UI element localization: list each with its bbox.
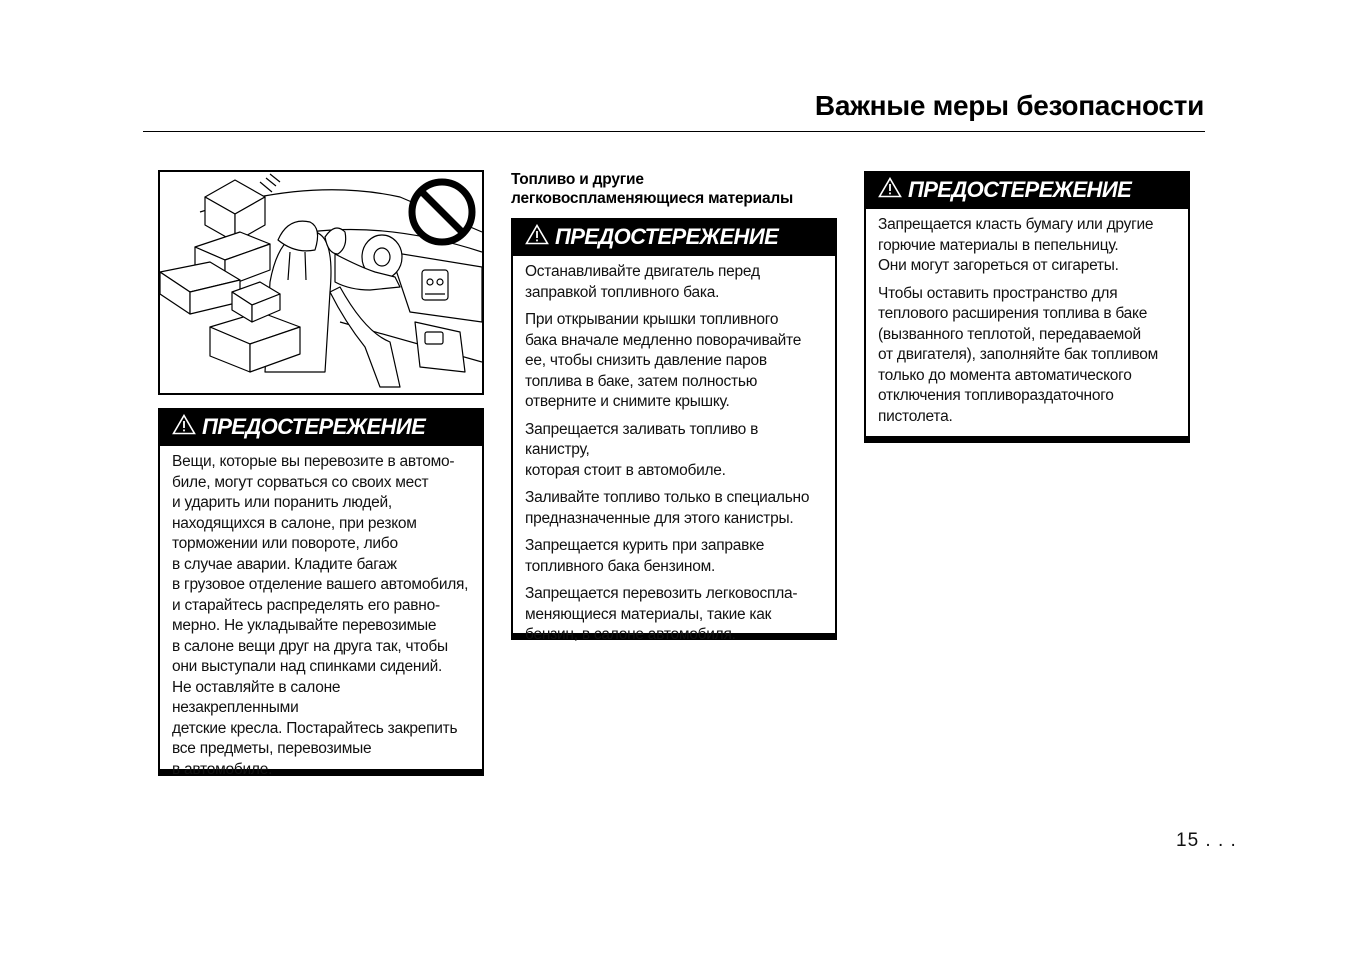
warning-paragraph: Заливайте топливо только в специально предназначенные для этого канистры.: [525, 489, 810, 527]
warning-text: [866, 209, 1188, 435]
page-number: 15 . . .: [1176, 830, 1237, 851]
warning-header: [866, 171, 1188, 209]
title-divider: [143, 131, 1205, 132]
warning-paragraph: При открывании крышки топливного бака вначале медленно поворачивайте ее, чтобы снизить давление паров топлива в баке, затем полностью отверните и снимите крышку.: [525, 311, 802, 410]
warning-triangle-icon: [878, 177, 902, 204]
warning-header: [160, 408, 482, 446]
ashtray-warning-box: [864, 171, 1190, 443]
warning-paragraph: Запрещается класть бумагу или другие горючие материалы в пепельницу. Они могут загореться от сигареты.: [878, 216, 1154, 274]
warning-title: ПРЕДОСТЕРЕЖЕНИЕ: [202, 414, 426, 439]
warning-text: [160, 446, 482, 788]
fuel-warning-box: [511, 218, 837, 643]
warning-header: [513, 218, 835, 256]
section-heading: Топливо и другие легковоспламеняющиеся материалы: [511, 171, 794, 207]
warning-triangle-icon: [525, 224, 549, 251]
luggage-illustration: [158, 170, 484, 395]
warning-paragraph: Останавливайте двигатель перед заправкой топливного бака.: [525, 263, 760, 301]
warning-paragraph: Запрещается курить при заправке топливного бака бензином.: [525, 537, 765, 575]
warning-paragraph: Вещи, которые вы перевозите в автомо- биле, могут сорваться со своих мест и ударить или поранить людей, находящихся в салоне, при резком торможении или повороте, либо в случае аварии. Кладите багаж в грузовое отделение вашего автомобиля, и старайтесь распределять его равно- мерно. Не укладывайте перевозимые в салоне вещи друг на друга так, чтобы они выступали над спинками сидений. Не оставляйте в салоне незакрепленными детские кресла. Постарайтесь закрепить все предметы, перевозимые в автомобиле.: [172, 453, 469, 778]
warning-title: ПРЕДОСТЕРЕЖЕНИЕ: [555, 224, 779, 249]
warning-title: ПРЕДОСТЕРЕЖЕНИЕ: [908, 177, 1132, 202]
warning-paragraph: Запрещается заливать топливо в канистру, которая стоит в автомобиле.: [525, 420, 759, 479]
luggage-warning-box: [158, 408, 484, 776]
car-interior-drawing: [160, 172, 482, 393]
page-title: Важные меры безопасности: [814, 90, 1204, 121]
warning-paragraph: Чтобы оставить пространство для теплового расширения топлива в баке (вызванного теплотой, передаваемой от двигателя), заполняйте бак топливом только до момента автоматического отключения топливораздаточного пистолета.: [878, 284, 1159, 425]
warning-paragraph: Запрещается перевозить легковоспла- меняющиеся материалы, такие как бензин, в салоне автомобиля.: [525, 585, 798, 643]
warning-text: [513, 256, 835, 654]
warning-triangle-icon: [172, 414, 196, 441]
prohibition-sign-icon: [412, 182, 472, 242]
